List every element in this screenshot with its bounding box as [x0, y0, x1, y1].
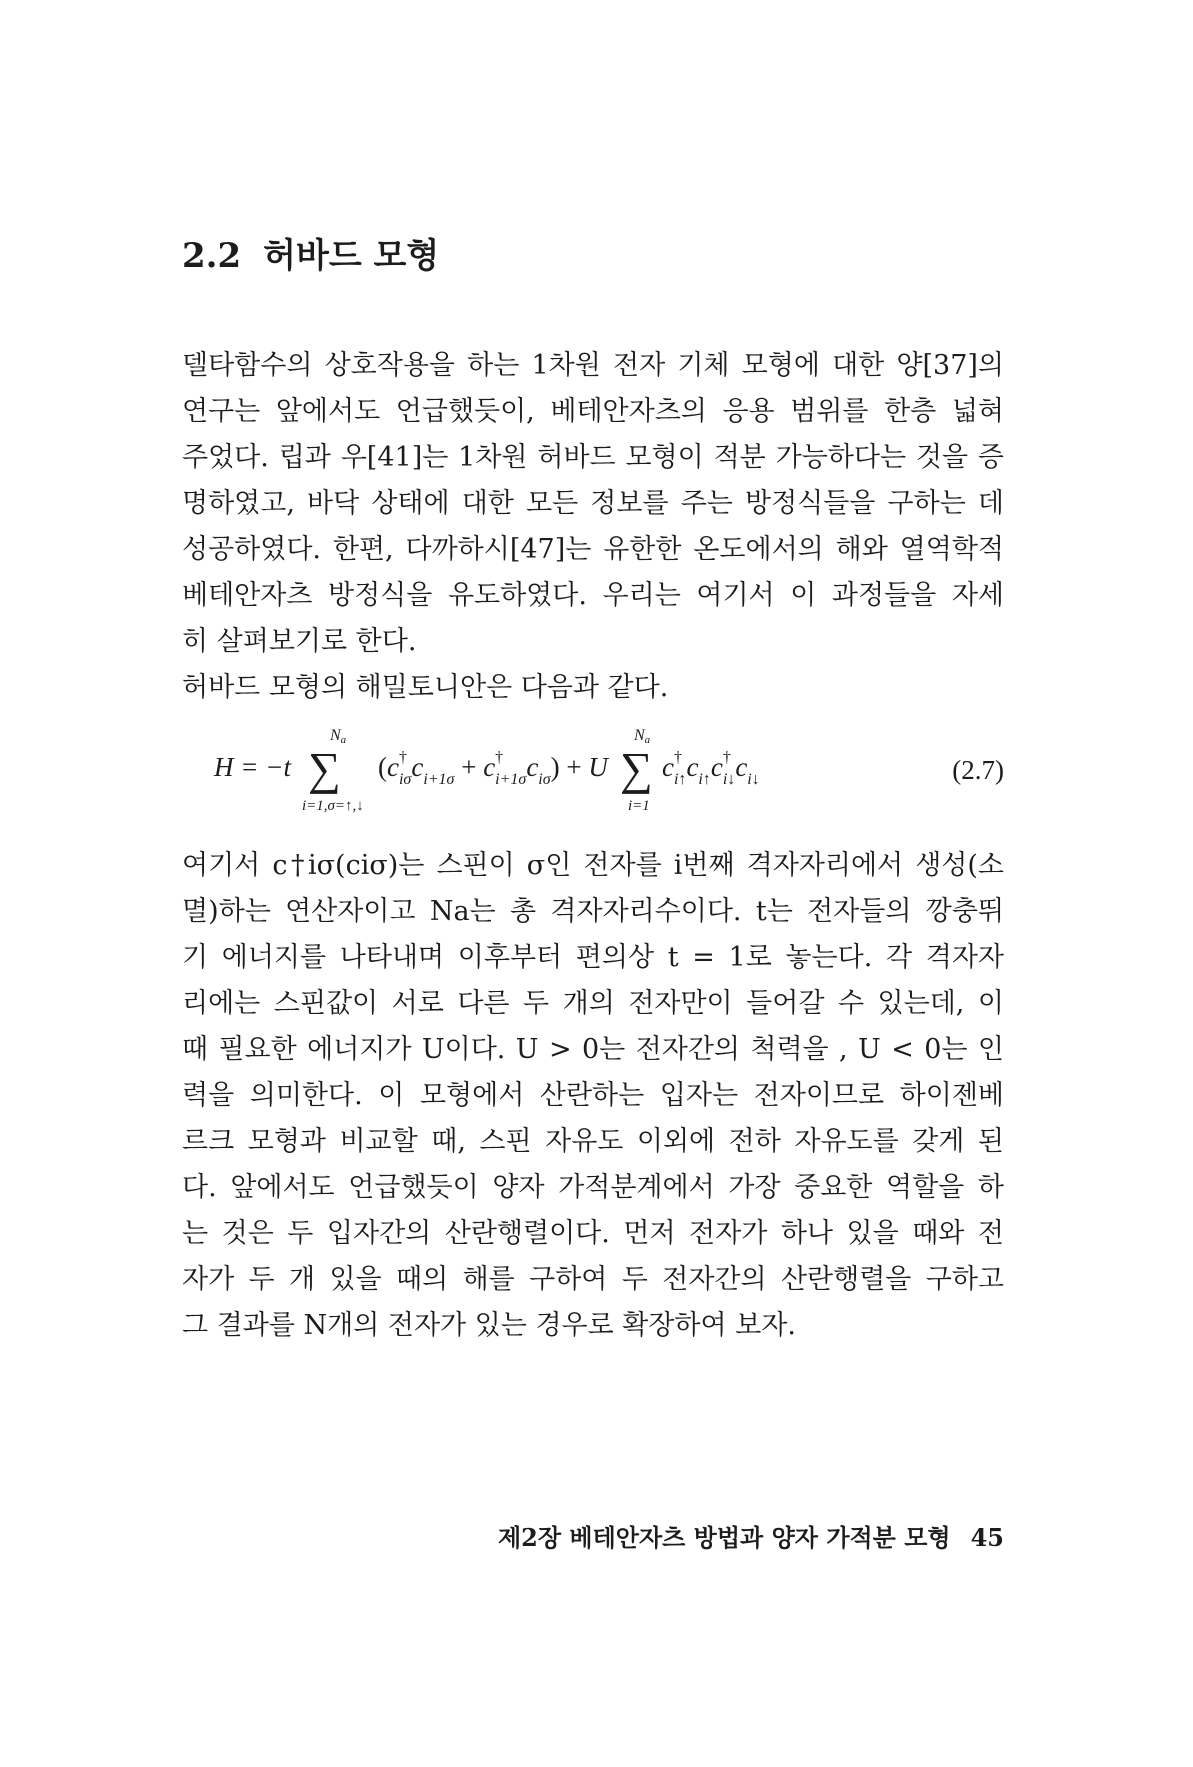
paragraph1-line-6: 베테안자츠 방정식을 유도하였다. 우리는 여기서 이 과정들을 자세	[182, 580, 1004, 611]
paragraph2-line-8: 다. 앞에서도 언급했듯이 양자 가적분계에서 가장 중요한 역할을 하	[182, 1172, 1004, 1203]
equation-number: (2.7)	[952, 755, 1004, 785]
paragraph1-line-7: 히 살펴보기로 한다.	[182, 626, 417, 657]
page-number: 45	[970, 1523, 1004, 1552]
paragraph2-line-2: 멸)하는 연산자이고 Na는 총 격자자리수이다. t는 전자들의 깡충뛰	[182, 896, 1004, 927]
equation-2-7	[182, 712, 1004, 822]
paragraph2-line-5: 때 필요한 에너지가 U이다. U > 0는 전자간의 척력을 , U < 0는 인	[182, 1034, 1004, 1065]
hopping-term: (c† iσc$_{i+1\sigma}$ + c† $i+1\sigma c_{i\sigma}) + U$	[378, 749, 608, 788]
paragraph2-line-10: 자가 두 개 있을 때의 해를 구하여 두 전자간의 산란행렬을 구하고	[182, 1264, 1004, 1295]
paragraph1-line-2: 연구는 앞에서도 언급했듯이, 베테안자츠의 응용 범위를 한층 넓혀	[182, 396, 1004, 427]
intro-line: 허바드 모형의 해밀토니안은 다음과 같다.	[182, 672, 669, 703]
paragraph1-line-3: 주었다. 립과 우[41]는 1차원 허바드 모형이 적분 가능하다는 것을 증	[182, 442, 1004, 473]
sum1-lower: i=1,σ=↑,↓	[302, 798, 364, 814]
chapter-title: 제2장 베테안자츠 방법과 양자 가적분 모형	[497, 1523, 951, 1552]
paragraph2-line-6: 력을 의미한다. 이 모형에서 산란하는 입자는 전자이므로 하이젠베	[182, 1080, 1004, 1111]
section-heading	[182, 228, 439, 277]
paragraph2-line-9: 는 것은 두 입자간의 산란행렬이다. 먼저 전자가 하나 있을 때와 전	[182, 1218, 1004, 1249]
interaction-term: c† $i↑c_{i↑}c^\dagger$ $i↓c_{i↓}$	[662, 749, 760, 788]
paragraph2-line-1: 여기서 c†iσ(ciσ)는 스핀이 σ인 전자를 i번째 격자자리에서 생성(소	[182, 850, 1004, 881]
sum1-upper: Na	[330, 727, 347, 746]
page-footer	[498, 1518, 1004, 1553]
equation-lhs: H = −t	[214, 752, 291, 782]
sum2-lower: i=1	[628, 798, 650, 814]
section-title: 허바드 모형	[263, 236, 440, 276]
paragraph2-line-3: 기 에너지를 나타내며 이후부터 편의상 t = 1로 놓는다. 각 격자자	[182, 942, 1004, 973]
paragraph2-line-7: 르크 모형과 비교할 때, 스핀 자유도 이외에 전하 자유도를 갖게 된	[182, 1126, 1004, 1157]
sum1-sigma: ∑	[308, 743, 341, 794]
equation-svg	[182, 712, 1004, 822]
section-number: 2.2	[182, 236, 242, 276]
sum2-sigma: ∑	[620, 743, 653, 794]
paragraph1-line-4: 명하였고, 바닥 상태에 대한 모든 정보를 주는 방정식들을 구하는 데	[182, 488, 1004, 519]
sum2-upper: Na	[634, 727, 651, 746]
paragraph1-line-5: 성공하였다. 한편, 다까하시[47]는 유한한 온도에서의 해와 열역학적	[182, 534, 1004, 565]
paragraph1-line-1: 델타함수의 상호작용을 하는 1차원 전자 기체 모형에 대한 양[37]의	[182, 350, 1004, 381]
paragraph2-line-11: 그 결과를 N개의 전자가 있는 경우로 확장하여 보자.	[182, 1310, 796, 1341]
paragraph2-line-4: 리에는 스핀값이 서로 다른 두 개의 전자만이 들어갈 수 있는데, 이	[182, 988, 1004, 1019]
